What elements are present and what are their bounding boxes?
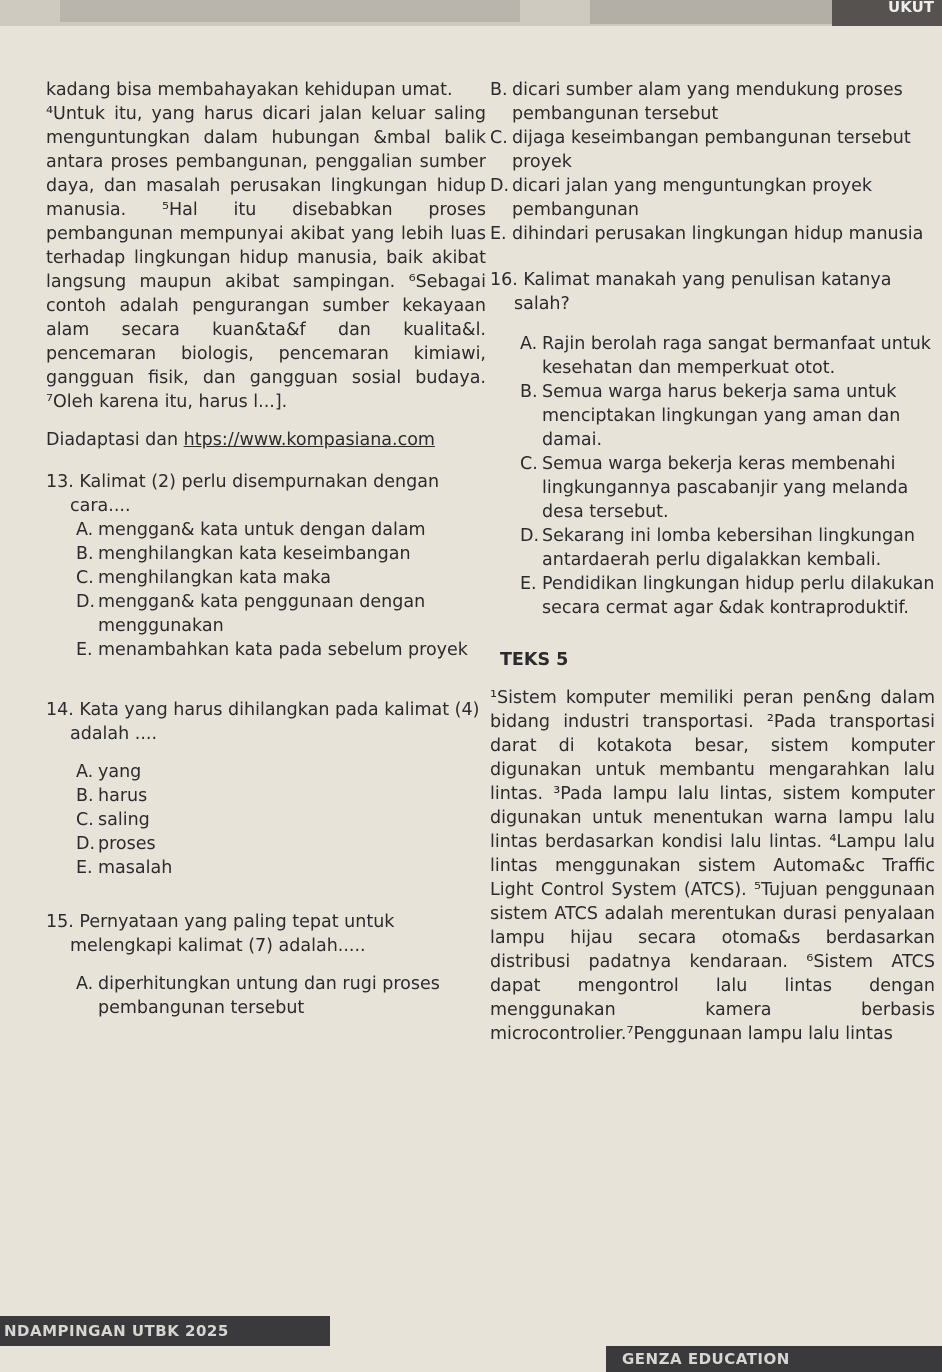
question-15-stem: 15. Pernyataan yang paling tepat untuk melengkapi kalimat (7) adalah.....	[46, 912, 395, 956]
q14-option-c-label: C.	[76, 810, 94, 830]
q14-option-a-text: yang	[98, 762, 142, 782]
q14-option-a[interactable]	[76, 760, 486, 784]
q14-option-e[interactable]	[76, 856, 486, 880]
teks-5-body: ¹Sistem komputer memiliki peran pen&ng dalam bidang industri transportasi. ²Pada transportasi darat di kotakota besar, sistem komputer digunakan untuk membantu mengarahkan lalu lintas. ³Pada lampu lalu lintas, sistem komputer digunakan untuk menentukan warna lampu lalu lintas berdasarkan kondisi lalu lintas. ⁴Lampu lalu lintas menggunakan sistem Automa&c Traffic Light Control System (ATCS). ⁵Tujuan penggunaan sistem ATCS adalah merentukan durasi penyalaan lampu hijau secara otoma&s berdasarkan distribusi padatnya kendaraan. ⁶Sistem ATCS dapat mengontrol lalu lintas dengan menggunakan kamera berbasis microcontrolier.⁷Penggunaan lampu lalu lintas	[490, 688, 935, 1044]
q14-option-b-text: harus	[98, 786, 148, 806]
top-strip-right	[590, 0, 850, 24]
q14-option-b[interactable]	[76, 784, 486, 808]
question-14-options	[46, 760, 486, 880]
q16-option-c[interactable]	[520, 452, 935, 524]
q15-option-b-text: dicari sumber alam yang mendukung proses pembangunan tersebut	[512, 80, 903, 124]
q14-option-b-label: B.	[76, 786, 94, 806]
teks-5-title: TEKS 5	[500, 650, 569, 670]
q16-option-d[interactable]	[520, 524, 935, 572]
question-13-options	[46, 518, 486, 662]
q15-option-d-label: D.	[490, 176, 510, 196]
q15-option-b[interactable]	[490, 78, 935, 126]
q13-option-a[interactable]	[76, 518, 486, 542]
q16-option-c-label: C.	[520, 454, 538, 474]
question-15-options	[46, 972, 486, 1020]
q16-option-c-text: Semua warga bekerja keras membenahi lingkungannya pascabanjir yang melanda desa tersebut.	[542, 454, 909, 522]
q16-option-b-label: B.	[520, 382, 538, 402]
q16-option-a-label: A.	[520, 334, 538, 354]
q15-option-c-label: C.	[490, 128, 508, 148]
q15-option-e-label: E.	[490, 224, 507, 244]
q13-option-e-label: E.	[76, 640, 93, 660]
q13-option-b-text: menghilangkan kata keseimbangan	[98, 544, 411, 564]
question-16-options	[490, 332, 935, 620]
question-16-stem: 16. Kalimat manakah yang penulisan katanya salah?	[490, 270, 892, 314]
corner-label: UKUT	[832, 0, 942, 26]
q14-option-d-label: D.	[76, 834, 96, 854]
footer-brand-banner: GENZA EDUCATION	[606, 1346, 942, 1372]
q13-option-c-label: C.	[76, 568, 94, 588]
source-url[interactable]: htps://www.kompasiana.com	[183, 430, 435, 450]
q16-option-b-text: Semua warga harus bekerja sama untuk menciptakan lingkungan yang aman dan damai.	[542, 382, 901, 450]
q14-option-d[interactable]	[76, 832, 486, 856]
q14-option-e-text: masalah	[98, 858, 173, 878]
q14-option-d-text: proses	[98, 834, 156, 854]
q13-option-e[interactable]	[76, 638, 486, 662]
q13-option-e-text: menambahkan kata pada sebelum proyek	[98, 640, 468, 660]
q15-option-e-text: dihindari perusakan lingkungan hidup manusia	[512, 224, 924, 244]
q16-option-d-label: D.	[520, 526, 540, 546]
source-citation	[46, 428, 486, 452]
passage-line-1: kadang bisa membahayakan kehidupan umat.	[46, 80, 453, 100]
q16-option-a[interactable]	[520, 332, 935, 380]
q14-option-a-label: A.	[76, 762, 94, 782]
q15-option-a[interactable]	[76, 972, 486, 1020]
question-13	[46, 470, 486, 662]
q16-option-e-label: E.	[520, 574, 537, 594]
source-label: Diadaptasi dan	[46, 430, 179, 450]
question-14	[46, 698, 486, 880]
q13-option-b-label: B.	[76, 544, 94, 564]
passage-paragraph: ⁴Untuk itu, yang harus dicari jalan keluar saling menguntungkan dalam hubungan &mbal balik antara proses pembangunan, penggalian sumber daya, dan masalah perusakan lingkungan hidup manusia. ⁵Hal itu disebabkan proses pembangunan mempunyai akibat yang lebih luas terhadap lingkungan hidup manusia, baik akibat langsung maupun akibat sampingan. ⁶Sebagai contoh adalah pengurangan sumber kekayaan alam secara kuan&ta&f dan kualita&l. pencemaran biologis, pencemaran kimiawi, gangguan fisik, dan gangguan sosial budaya. ⁷Oleh karena itu, harus l...].	[46, 104, 486, 412]
right-column	[490, 78, 935, 1046]
q13-option-a-label: A.	[76, 520, 94, 540]
footer-program-banner: NDAMPINGAN UTBK 2025	[0, 1316, 330, 1346]
left-column	[46, 78, 486, 1020]
question-16	[490, 268, 935, 620]
q13-option-c-text: menghilangkan kata maka	[98, 568, 331, 588]
q15-option-a-text: diperhitungkan untung dan rugi proses pembangunan tersebut	[98, 974, 440, 1018]
q13-option-b[interactable]	[76, 542, 486, 566]
question-15	[46, 910, 486, 1020]
q15-option-b-label: B.	[490, 80, 508, 100]
q16-option-b[interactable]	[520, 380, 935, 452]
q14-option-e-label: E.	[76, 858, 93, 878]
q15-option-a-label: A.	[76, 974, 94, 994]
q14-option-c[interactable]	[76, 808, 486, 832]
q16-option-e[interactable]	[520, 572, 935, 620]
q13-option-d-text: menggan& kata penggunaan dengan menggunakan	[98, 592, 426, 636]
q15-option-c[interactable]	[490, 126, 935, 174]
q13-option-c[interactable]	[76, 566, 486, 590]
q15-option-e[interactable]	[490, 222, 935, 246]
q15-option-c-text: dijaga keseimbangan pembangunan tersebut proyek	[512, 128, 911, 172]
q13-option-a-text: menggan& kata untuk dengan dalam	[98, 520, 426, 540]
question-14-stem: 14. Kata yang harus dihilangkan pada kalimat (4) adalah ....	[46, 700, 480, 744]
q16-option-d-text: Sekarang ini lomba kebersihan lingkungan antardaerah perlu digalakkan kembali.	[542, 526, 915, 570]
q13-option-d[interactable]	[76, 590, 486, 638]
top-strip	[60, 0, 520, 22]
q16-option-a-text: Rajin berolah raga sangat bermanfaat untuk kesehatan dan memperkuat otot.	[542, 334, 931, 378]
q16-option-e-text: Pendidikan lingkungan hidup perlu dilakukan secara cermat agar &dak kontraproduktif.	[542, 574, 935, 618]
question-13-stem: 13. Kalimat (2) perlu disempurnakan dengan cara....	[46, 472, 440, 516]
q13-option-d-label: D.	[76, 592, 96, 612]
question-15-options-continued	[490, 78, 935, 246]
q14-option-c-text: saling	[98, 810, 150, 830]
top-edge	[0, 0, 942, 26]
q15-option-d[interactable]	[490, 174, 935, 222]
q15-option-d-text: dicari jalan yang menguntungkan proyek pembangunan	[512, 176, 873, 220]
